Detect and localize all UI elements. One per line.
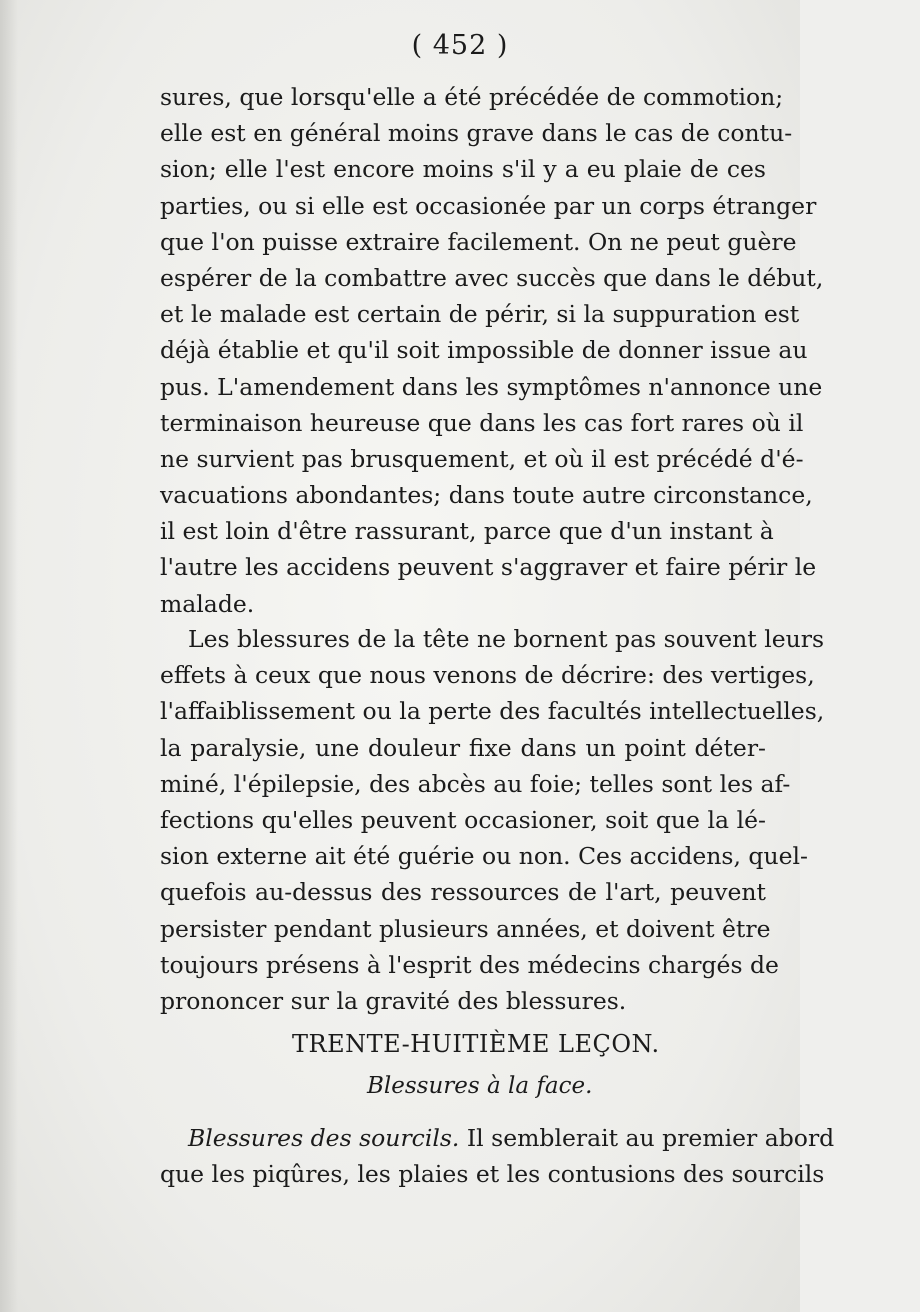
text-line: que les piqûres, les plaies et les contusions des sourcils — [160, 1160, 825, 1189]
text-line: sion; elle l'est encore moins s'il y a eu plaie de ces — [160, 155, 766, 184]
text-line: quefois au-dessus des ressources de l'art, peuvent — [160, 878, 766, 907]
line-rest: Il semblerait au premier abord — [459, 1124, 835, 1152]
text-line: sures, que lorsqu'elle a été précédée de commotion; — [160, 83, 784, 111]
text-line: persister pendant plusieurs années, et doivent être — [160, 914, 771, 943]
text-line — [160, 1120, 835, 1156]
text-line: il est loin d'être rassurant, parce que d'un instant à — [160, 517, 774, 546]
text-line: espérer de la combattre avec succès que dans le début, — [160, 263, 824, 292]
gutter-shadow — [0, 0, 18, 1312]
paragraph-3 — [160, 1120, 835, 1192]
text-line: effets à ceux que nous venons de décrire: des vertiges, — [160, 661, 815, 690]
text-line: toujours présens à l'esprit des médecins chargés de — [160, 950, 779, 979]
text-line: que l'on puisse extraire facilement. On ne peut guère — [160, 227, 797, 256]
text-line: et le malade est certain de périr, si la suppuration est — [160, 300, 800, 329]
section-subtitle: Blessures à la face. — [367, 1073, 593, 1099]
text-line: elle est en général moins grave dans le cas de contu- — [160, 119, 793, 148]
text-line: ne survient pas brusquement, et où il est précédé d'é- — [160, 444, 804, 473]
italic-lead: Blessures des sourcils. — [188, 1124, 460, 1152]
text-line: pus. L'amendement dans les symptômes n'annonce une — [160, 372, 823, 401]
text-line: déjà établie et qu'il soit impossible de donner issue au — [160, 336, 808, 365]
text-line: parties, ou si elle est occasionée par un corps étranger — [160, 191, 817, 220]
text-line: l'affaiblissement ou la perte des facultés intellectuelles, — [160, 697, 825, 726]
text-line: la paralysie, une douleur fixe dans un point déter- — [160, 733, 766, 762]
paragraph-1 — [160, 79, 824, 622]
text-line: vacuations abondantes; dans toute autre circonstance, — [160, 481, 813, 510]
text-line: terminaison heureuse que dans les cas fort rares où il — [160, 408, 804, 437]
text-line: malade. — [160, 589, 255, 618]
text-line: prononcer sur la gravité des blessures. — [160, 986, 627, 1015]
paragraph-2 — [160, 621, 825, 1019]
text-line: Les blessures de la tête ne bornent pas souvent leurs — [188, 625, 825, 653]
lecture-heading: TRENTE-HUITIÈME LEÇON. — [292, 1030, 660, 1058]
text-line: fections qu'elles peuvent occasioner, soit que la lé- — [160, 805, 766, 834]
text-line: sion externe ait été guérie ou non. Ces accidens, quel- — [160, 842, 808, 871]
page-number: ( 452 ) — [411, 30, 509, 61]
text-line: l'autre les accidens peuvent s'aggraver et faire périr le — [160, 553, 817, 582]
text-line: miné, l'épilepsie, des abcès au foie; telles sont les af- — [160, 769, 791, 798]
